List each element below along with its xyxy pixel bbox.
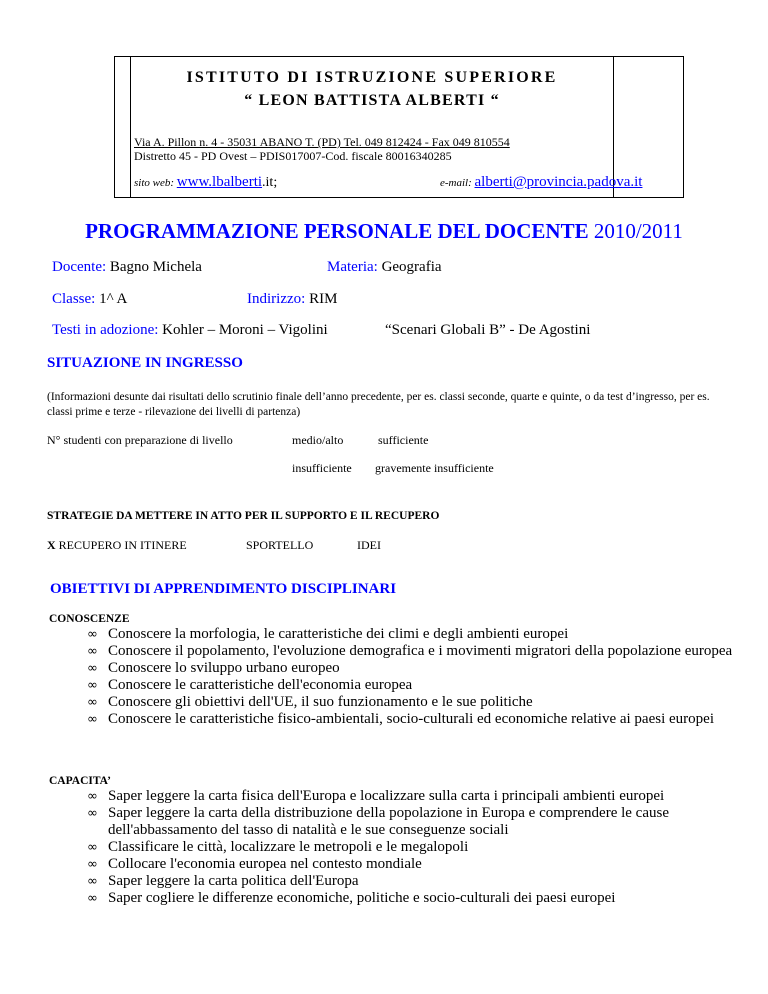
infinity-bullet-icon: ∞ bbox=[87, 806, 98, 821]
materia-field bbox=[327, 259, 442, 276]
list-item: ∞ Conoscere lo sviluppo urbano europeo bbox=[87, 660, 340, 676]
capacita-list bbox=[82, 788, 742, 907]
list-item: ∞ Saper leggere la carta della distribuzione della popolazione in Europa e comprendere le cause dell'abbassamento del tasso di natalità e le sue conseguenze sociali bbox=[87, 805, 669, 838]
level-gravemente-insufficiente: gravemente insufficiente bbox=[375, 461, 494, 475]
list-item: ∞ Collocare l'economia europea nel contesto mondiale bbox=[87, 856, 422, 872]
page-title-main: PROGRAMMAZIONE PERSONALE DEL DOCENTE bbox=[85, 219, 589, 243]
website-label: sito web: bbox=[134, 177, 177, 189]
infinity-bullet-icon: ∞ bbox=[87, 712, 98, 727]
materia-value: Geografia bbox=[381, 259, 442, 275]
list-item: ∞ Conoscere le caratteristiche fisico-ambientali, socio-culturali ed economiche relative ai paesi europei bbox=[87, 711, 714, 727]
school-address: Via A. Pillon n. 4 - 35031 ABANO T. (PD) Tel. 049 812424 - Fax 049 810554 bbox=[134, 135, 510, 149]
indirizzo-value: RIM bbox=[309, 291, 338, 307]
testi-field bbox=[52, 322, 328, 339]
strategie-heading: STRATEGIE DA METTERE IN ATTO PER IL SUPPORTO E IL RECUPERO bbox=[47, 510, 440, 522]
list-item: ∞ Classificare le città, localizzare le metropoli e le megalopoli bbox=[87, 839, 469, 855]
level-medio-alto: medio/alto bbox=[292, 433, 344, 447]
list-item: ∞ Saper leggere la carta fisica dell'Europa e localizzare sulla carta i principali ambienti europei bbox=[87, 788, 665, 804]
email-link[interactable]: alberti@provincia.padova.it bbox=[474, 174, 643, 190]
docente-field bbox=[52, 259, 202, 276]
page-title bbox=[0, 219, 768, 244]
conoscenze-heading: CONOSCENZE bbox=[49, 613, 130, 625]
website-suffix: .it; bbox=[262, 175, 278, 190]
list-item: ∞ Saper cogliere le differenze economiche, politiche e socio-culturali dei paesi europei bbox=[87, 890, 616, 906]
website-row bbox=[134, 174, 277, 191]
email-label: e-mail: bbox=[440, 177, 475, 189]
docente-value: Bagno Michela bbox=[109, 259, 202, 275]
conoscenze-list bbox=[82, 626, 742, 728]
school-district: Distretto 45 - PD Ovest – PDIS017007-Cod. fiscale 80016340285 bbox=[134, 149, 452, 163]
recupero-itinere-mark: X bbox=[47, 538, 56, 552]
infinity-bullet-icon: ∞ bbox=[87, 627, 98, 642]
classe-label: Classe: bbox=[52, 291, 100, 307]
infinity-bullet-icon: ∞ bbox=[87, 874, 98, 889]
indirizzo-field bbox=[247, 291, 337, 308]
infinity-bullet-icon: ∞ bbox=[87, 789, 98, 804]
ingresso-note: (Informazioni desunte dai risultati dello scrutinio finale dell’anno precedente, per es. classi seconde, quarte e quinte, o da test d’ingresso, per es. classi prime e terze - rilevazione dei livelli di partenza) bbox=[47, 391, 710, 418]
indirizzo-label: Indirizzo: bbox=[247, 291, 310, 307]
website-link[interactable]: www.lbalberti bbox=[176, 174, 263, 190]
infinity-bullet-icon: ∞ bbox=[87, 661, 98, 676]
docente-label: Docente: bbox=[52, 259, 110, 275]
materia-label: Materia: bbox=[327, 259, 382, 275]
capacita-heading: CAPACITA’ bbox=[49, 775, 111, 787]
school-name: “ LEON BATTISTA ALBERTI “ bbox=[244, 92, 500, 109]
list-item: ∞ Conoscere le caratteristiche dell'economia europea bbox=[87, 677, 413, 693]
classe-value: 1^ A bbox=[99, 291, 128, 307]
obiettivi-heading: OBIETTIVI DI APPRENDIMENTO DISCIPLINARI bbox=[50, 581, 397, 597]
idei-option: IDEI bbox=[357, 538, 381, 552]
testi-title: “Scenari Globali B” - De Agostini bbox=[385, 322, 591, 338]
email-row bbox=[440, 174, 642, 191]
infinity-bullet-icon: ∞ bbox=[87, 840, 98, 855]
students-label: N° studenti con preparazione di livello bbox=[47, 433, 233, 447]
institute-name: ISTITUTO DI ISTRUZIONE SUPERIORE bbox=[186, 69, 558, 86]
infinity-bullet-icon: ∞ bbox=[87, 891, 98, 906]
infinity-bullet-icon: ∞ bbox=[87, 695, 98, 710]
level-sufficiente: sufficiente bbox=[378, 433, 429, 447]
list-item: ∞ Conoscere il popolamento, l'evoluzione demografica e i movimenti migratori della popolazione europea bbox=[87, 643, 733, 659]
infinity-bullet-icon: ∞ bbox=[87, 678, 98, 693]
infinity-bullet-icon: ∞ bbox=[87, 644, 98, 659]
recupero-itinere-option bbox=[47, 538, 187, 553]
testi-label: Testi in adozione: bbox=[52, 322, 163, 338]
page-title-year: 2010/2011 bbox=[588, 219, 683, 243]
testi-value: Kohler – Moroni – Vigolini bbox=[162, 322, 328, 338]
list-item: ∞ Conoscere gli obiettivi dell'UE, il suo funzionamento e le sue politiche bbox=[87, 694, 533, 710]
ingresso-heading: SITUAZIONE IN INGRESSO bbox=[47, 355, 243, 371]
level-insufficiente: insufficiente bbox=[292, 461, 352, 475]
sportello-option: SPORTELLO bbox=[246, 538, 314, 552]
list-item: ∞ Saper leggere la carta politica dell'Europa bbox=[87, 873, 359, 889]
header-left-cell bbox=[114, 56, 131, 198]
infinity-bullet-icon: ∞ bbox=[87, 857, 98, 872]
list-item: ∞ Conoscere la morfologia, le caratteristiche dei climi e degli ambienti europei bbox=[87, 626, 569, 642]
classe-field bbox=[52, 291, 127, 308]
recupero-itinere-label: RECUPERO IN ITINERE bbox=[55, 538, 187, 552]
